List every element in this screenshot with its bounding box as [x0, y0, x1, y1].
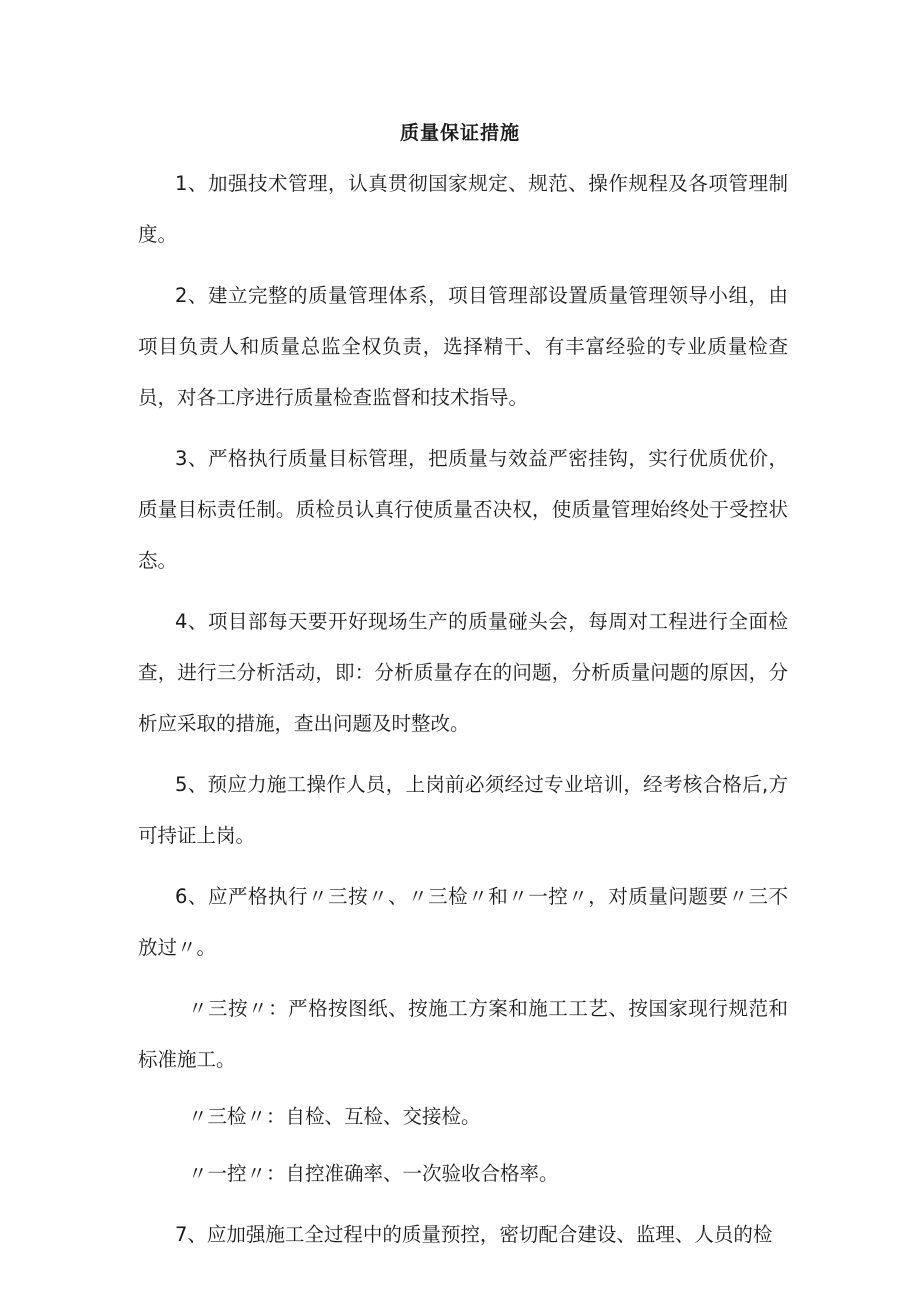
paragraph-7: 7、应加强施工全过程中的质量预控，密切配合建设、监理、人员的检 — [175, 1223, 773, 1246]
paragraph-1: 1、加强技术管理，认真贯彻国家规定、规范、操作规程及各项管理制度。 — [138, 172, 788, 246]
document-body — [138, 158, 788, 1260]
paragraph-3: 3、严格执行质量目标管理，把质量与效益严密挂钩，实行优质优价，质量目标责任制。质检员认真行使质量否决权，使质量管理始终处于受控状态。 — [138, 447, 788, 572]
sub-item-san-jian: 〃三检〃：自检、互检、交接检。 — [188, 1105, 481, 1128]
paragraph-4: 4、项目部每天要开好现场生产的质量碰头会，每周对工程进行全面检查，进行三分析活动，即：分析质量存在的问题，分析质量问题的原因，分析应采取的措施，查出问题及时整改。 — [138, 610, 788, 735]
paragraph-6: 6、应严格执行〃三按〃、〃三检〃和〃一控〃，对质量问题要〃三不放过〃。 — [138, 885, 788, 959]
paragraph-2: 2、建立完整的质量管理体系，项目管理部设置质量管理领导小组，由项目负责人和质量总监全权负责，选择精干、有丰富经验的专业质量检查员，对各工序进行质量检查监督和技术指导。 — [138, 284, 788, 409]
sub-item-yi-kong: 〃一控〃：自控准确率、一次验收合格率。 — [188, 1162, 559, 1185]
document-title: 质量保证措施 — [399, 122, 520, 144]
paragraph-5: 5、预应力施工操作人员，上岗前必须经过专业培训，经考核合格后,方可持证上岗。 — [138, 773, 788, 847]
sub-item-san-an: 〃三按〃：严格按图纸、按施工方案和施工工艺、按国家现行规范和标准施工。 — [138, 997, 788, 1071]
